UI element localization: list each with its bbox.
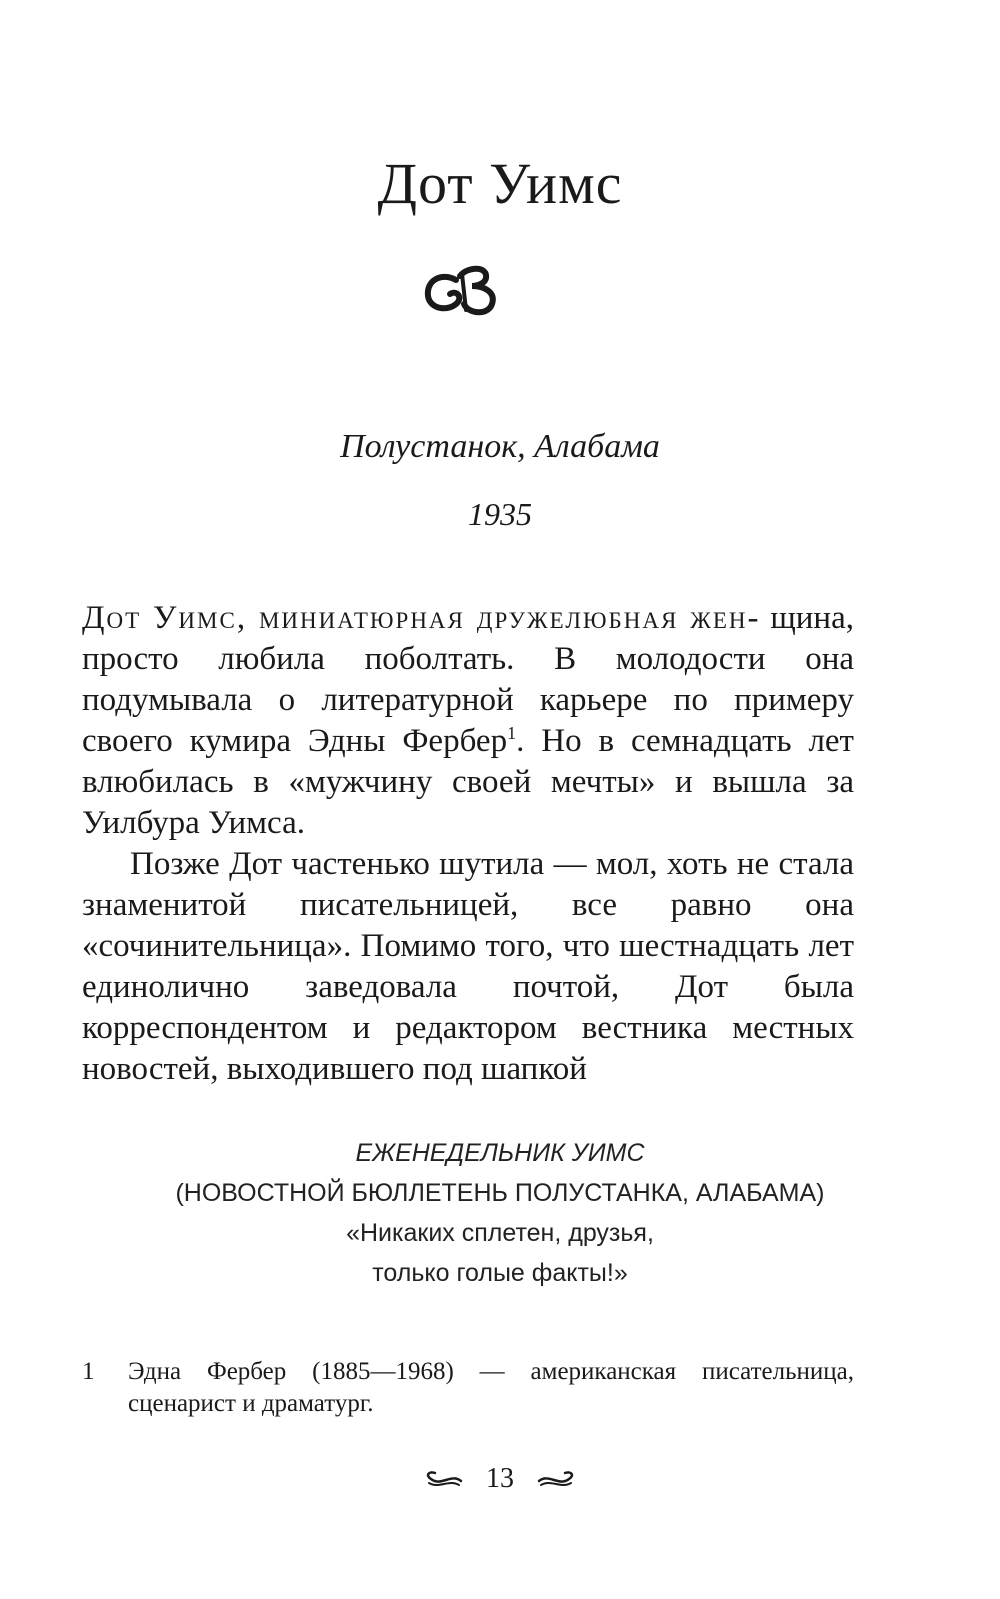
masthead-motto-line-2: только голые факты!» bbox=[372, 1259, 628, 1287]
swirl-left-icon bbox=[423, 1469, 463, 1489]
newsletter-masthead bbox=[0, 1133, 1000, 1293]
footnote-number: 1 bbox=[82, 1358, 95, 1385]
page-folio bbox=[0, 1461, 1000, 1495]
footnote bbox=[82, 1356, 854, 1420]
swirl-right-icon bbox=[537, 1469, 577, 1489]
page-number: 13 bbox=[486, 1462, 514, 1494]
chapter-place: Полустанок, Алабама bbox=[340, 428, 660, 465]
masthead-title: ЕЖЕНЕДЕЛЬНИК УИМС bbox=[355, 1139, 645, 1167]
footnote-text: Эдна Фербер (1885—1968) — американская писательница, сценарист и драматург. bbox=[128, 1358, 854, 1417]
floral-ornament-icon bbox=[422, 258, 506, 318]
chapter-year: 1935 bbox=[468, 496, 532, 532]
paragraph-2: Позже Дот частенько шутила — мол, хоть не стала знаменитой писательницей, все равно она «сочинительница». Помимо того, что шестнадцать лет единолично заведовала почтой, Дот была корреспондентом и редактором вестника местных новостей, выходившего под шапкой bbox=[82, 846, 854, 1087]
masthead-motto-line-1: «Никаких сплетен, друзья, bbox=[346, 1219, 654, 1247]
footnote-ref: 1 bbox=[507, 723, 517, 743]
paragraph-lead: Дот Уимс, миниатюрная дружелюбная жен- bbox=[82, 600, 761, 636]
chapter-title: Дот Уимс bbox=[377, 151, 623, 216]
paragraph-1 bbox=[82, 598, 854, 844]
body-text bbox=[82, 598, 854, 1090]
paragraph-1-text-a: щина, просто любила поболтать. В молодости она подумывала о литературной карьере по примеру своего кумира Эдны Фербер bbox=[82, 600, 854, 759]
masthead-subtitle: (НОВОСТНОЙ БЮЛЛЕТЕНЬ ПОЛУСТАНКА, АЛАБАМА) bbox=[175, 1179, 825, 1207]
paragraph-1-text-b: . Но в семнадцать лет влюбилась в «мужчину своей мечты» и вышла за Уилбура Уимса. bbox=[82, 723, 854, 841]
